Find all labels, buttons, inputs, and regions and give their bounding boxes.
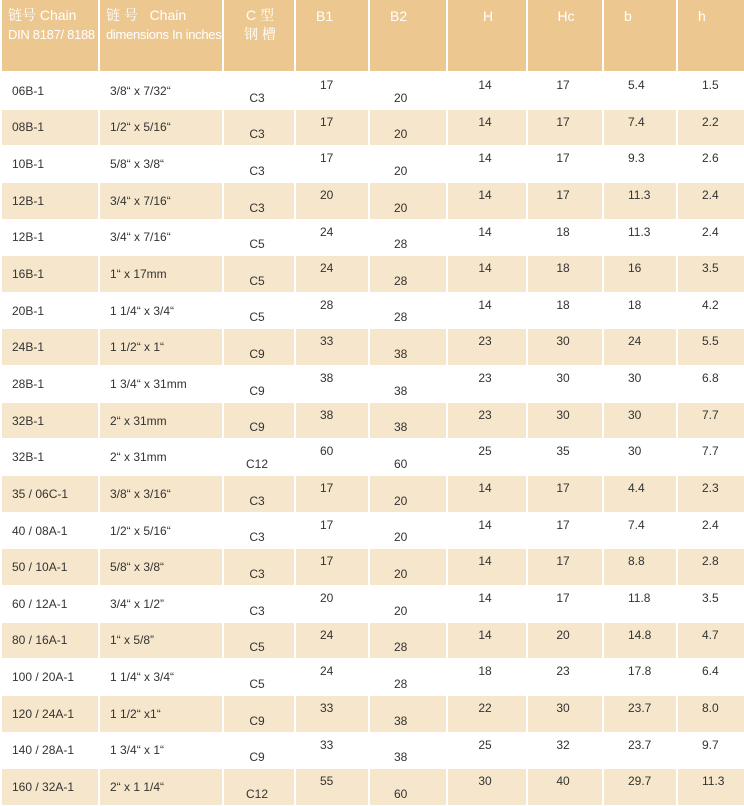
cell-b2: 60 — [370, 439, 446, 476]
cell-c-type: C12 — [224, 769, 294, 806]
cell-dimensions: 3/4“ x 1/2” — [100, 586, 222, 623]
table-row — [2, 586, 744, 623]
cell-h: 11.3 — [678, 769, 744, 806]
cell-b1: 38 — [296, 366, 368, 403]
cell-b1: 24 — [296, 623, 368, 660]
cell-hc: 17 — [528, 476, 602, 513]
cell-h: 3.5 — [678, 256, 744, 293]
table-row — [2, 146, 744, 183]
cell-b: 9.3 — [604, 146, 676, 183]
cell-h-cap: 23 — [448, 329, 526, 366]
cell-b2: 20 — [370, 183, 446, 220]
cell-b1: 33 — [296, 329, 368, 366]
cell-h-cap: 14 — [448, 623, 526, 660]
cell-dimensions: 1 1/2“ x1“ — [100, 696, 222, 733]
cell-b2: 38 — [370, 329, 446, 366]
header-hc — [528, 0, 602, 73]
cell-b: 18 — [604, 293, 676, 330]
cell-b: 23.7 — [604, 733, 676, 770]
table-row — [2, 73, 744, 110]
cell-h: 2.4 — [678, 183, 744, 220]
cell-h-cap: 14 — [448, 586, 526, 623]
cell-b2: 38 — [370, 733, 446, 770]
cell-c-type: C5 — [224, 659, 294, 696]
table-row — [2, 439, 744, 476]
cell-c-type: C9 — [224, 403, 294, 440]
cell-dimensions: 2“ x 1 1/4“ — [100, 769, 222, 806]
cell-dimensions: 1/2“ x 5/16“ — [100, 110, 222, 147]
cell-h: 2.8 — [678, 549, 744, 586]
cell-h: 2.3 — [678, 476, 744, 513]
cell-hc: 23 — [528, 659, 602, 696]
cell-hc: 18 — [528, 220, 602, 257]
cell-b: 24 — [604, 329, 676, 366]
cell-c-type: C9 — [224, 733, 294, 770]
cell-dimensions: 2“ x 31mm — [100, 403, 222, 440]
header-dim-cn: 链 号 — [106, 7, 138, 23]
cell-b: 5.4 — [604, 73, 676, 110]
cell-c-type: C5 — [224, 293, 294, 330]
cell-b2: 28 — [370, 659, 446, 696]
cell-h: 8.0 — [678, 696, 744, 733]
cell-h-cap: 18 — [448, 659, 526, 696]
header-b1 — [296, 0, 368, 73]
header-hc-label: Hc — [557, 8, 575, 24]
table-row — [2, 329, 744, 366]
cell-h-cap: 14 — [448, 549, 526, 586]
cell-b1: 28 — [296, 293, 368, 330]
header-b2-label: B2 — [390, 8, 408, 24]
cell-hc: 17 — [528, 549, 602, 586]
cell-hc: 40 — [528, 769, 602, 806]
cell-b1: 24 — [296, 659, 368, 696]
cell-h: 2.6 — [678, 146, 744, 183]
cell-c-type: C9 — [224, 696, 294, 733]
header-dimensions — [100, 0, 222, 73]
cell-hc: 17 — [528, 110, 602, 147]
header-b2 — [370, 0, 446, 73]
cell-b1: 17 — [296, 549, 368, 586]
cell-b2: 20 — [370, 110, 446, 147]
cell-h-cap: 14 — [448, 513, 526, 550]
header-chain-en: Chain — [39, 7, 77, 23]
table-body — [2, 73, 744, 806]
cell-h-cap: 14 — [448, 220, 526, 257]
table-row — [2, 293, 744, 330]
cell-chain: 120 / 24A-1 — [2, 696, 98, 733]
cell-h-cap: 14 — [448, 73, 526, 110]
cell-chain: 60 / 12A-1 — [2, 586, 98, 623]
cell-b2: 38 — [370, 696, 446, 733]
cell-b2: 28 — [370, 256, 446, 293]
cell-h: 7.7 — [678, 403, 744, 440]
cell-h: 5.5 — [678, 329, 744, 366]
table-row — [2, 696, 744, 733]
cell-c-type: C3 — [224, 549, 294, 586]
cell-chain: 35 / 06C-1 — [2, 476, 98, 513]
cell-c-type: C5 — [224, 256, 294, 293]
cell-c-type: C3 — [224, 513, 294, 550]
cell-c-type: C3 — [224, 73, 294, 110]
table-row — [2, 549, 744, 586]
cell-b1: 33 — [296, 696, 368, 733]
cell-dimensions: 1 1/4“ x 3/4“ — [100, 293, 222, 330]
cell-b1: 17 — [296, 146, 368, 183]
cell-hc: 30 — [528, 403, 602, 440]
cell-b1: 17 — [296, 513, 368, 550]
cell-b: 7.4 — [604, 513, 676, 550]
cell-dimensions: 1/2“ x 5/16“ — [100, 513, 222, 550]
cell-chain: 24B-1 — [2, 329, 98, 366]
cell-b1: 17 — [296, 73, 368, 110]
cell-h: 2.4 — [678, 513, 744, 550]
header-b1-label: B1 — [316, 8, 334, 24]
cell-b2: 28 — [370, 623, 446, 660]
header-h-label: h — [698, 8, 706, 24]
table-row — [2, 403, 744, 440]
table-row — [2, 110, 744, 147]
cell-chain: 100 / 20A-1 — [2, 659, 98, 696]
cell-c-type: C3 — [224, 183, 294, 220]
cell-hc: 30 — [528, 329, 602, 366]
cell-dimensions: 1“ x 5/8” — [100, 623, 222, 660]
cell-b2: 28 — [370, 293, 446, 330]
cell-c-type: C3 — [224, 146, 294, 183]
cell-b1: 55 — [296, 769, 368, 806]
cell-dimensions: 2“ x 31mm — [100, 439, 222, 476]
table-row — [2, 220, 744, 257]
table-row — [2, 183, 744, 220]
cell-h: 4.2 — [678, 293, 744, 330]
cell-chain: 08B-1 — [2, 110, 98, 147]
table-row — [2, 366, 744, 403]
cell-chain: 06B-1 — [2, 73, 98, 110]
cell-b: 11.3 — [604, 220, 676, 257]
cell-b: 30 — [604, 403, 676, 440]
header-b — [604, 0, 676, 73]
table-row — [2, 659, 744, 696]
header-row — [2, 0, 744, 73]
cell-dimensions: 1 3/4“ x 1“ — [100, 733, 222, 770]
cell-h: 2.2 — [678, 110, 744, 147]
header-h — [678, 0, 744, 73]
cell-h-cap: 30 — [448, 769, 526, 806]
cell-chain: 32B-1 — [2, 439, 98, 476]
table-row — [2, 256, 744, 293]
cell-c-type: C9 — [224, 329, 294, 366]
cell-dimensions: 3/4“ x 7/16“ — [100, 220, 222, 257]
cell-b: 17.8 — [604, 659, 676, 696]
cell-chain: 20B-1 — [2, 293, 98, 330]
header-chain-cn: 链号 — [8, 7, 36, 23]
cell-dimensions: 1 3/4“ x 31mm — [100, 366, 222, 403]
cell-b1: 17 — [296, 476, 368, 513]
cell-b2: 20 — [370, 549, 446, 586]
cell-b2: 20 — [370, 476, 446, 513]
cell-h-cap: 14 — [448, 293, 526, 330]
cell-b: 7.4 — [604, 110, 676, 147]
header-dim-sub: dimensions In inches — [106, 27, 222, 42]
cell-h: 6.4 — [678, 659, 744, 696]
header-b-label: b — [624, 8, 632, 24]
cell-h-cap: 25 — [448, 733, 526, 770]
cell-b: 8.8 — [604, 549, 676, 586]
header-h-cap-label: H — [482, 8, 494, 24]
cell-b2: 28 — [370, 220, 446, 257]
cell-b1: 24 — [296, 256, 368, 293]
cell-chain: 12B-1 — [2, 183, 98, 220]
cell-b1: 38 — [296, 403, 368, 440]
cell-h: 1.5 — [678, 73, 744, 110]
cell-h-cap: 14 — [448, 146, 526, 183]
table-row — [2, 623, 744, 660]
cell-b: 11.3 — [604, 183, 676, 220]
cell-b2: 60 — [370, 769, 446, 806]
cell-b1: 20 — [296, 586, 368, 623]
cell-h-cap: 23 — [448, 403, 526, 440]
cell-dimensions: 5/8“ x 3/8“ — [100, 549, 222, 586]
cell-dimensions: 1 1/2“ x 1“ — [100, 329, 222, 366]
cell-dimensions: 3/4“ x 7/16“ — [100, 183, 222, 220]
header-ctype-line1: C 型 — [246, 7, 274, 23]
cell-b1: 20 — [296, 183, 368, 220]
cell-dimensions: 3/8“ x 3/16“ — [100, 476, 222, 513]
cell-hc: 18 — [528, 293, 602, 330]
cell-b: 23.7 — [604, 696, 676, 733]
cell-b1: 24 — [296, 220, 368, 257]
cell-chain: 16B-1 — [2, 256, 98, 293]
cell-c-type: C3 — [224, 586, 294, 623]
cell-b: 29.7 — [604, 769, 676, 806]
cell-b1: 17 — [296, 110, 368, 147]
cell-c-type: C3 — [224, 110, 294, 147]
cell-chain: 50 / 10A-1 — [2, 549, 98, 586]
header-h-cap — [448, 0, 526, 73]
cell-hc: 17 — [528, 146, 602, 183]
cell-dimensions: 5/8“ x 3/8“ — [100, 146, 222, 183]
table-row — [2, 733, 744, 770]
table-row — [2, 513, 744, 550]
cell-hc: 35 — [528, 439, 602, 476]
cell-h-cap: 25 — [448, 439, 526, 476]
header-c-type — [224, 0, 294, 73]
cell-hc: 18 — [528, 256, 602, 293]
header-ctype-line2: 钢 槽 — [244, 26, 276, 42]
cell-b: 4.4 — [604, 476, 676, 513]
cell-b: 11.8 — [604, 586, 676, 623]
cell-hc: 30 — [528, 366, 602, 403]
cell-chain: 80 / 16A-1 — [2, 623, 98, 660]
cell-chain: 140 / 28A-1 — [2, 733, 98, 770]
cell-h: 7.7 — [678, 439, 744, 476]
cell-b1: 33 — [296, 733, 368, 770]
cell-c-type: C12 — [224, 439, 294, 476]
cell-hc: 17 — [528, 513, 602, 550]
cell-b1: 60 — [296, 439, 368, 476]
cell-h-cap: 22 — [448, 696, 526, 733]
cell-hc: 30 — [528, 696, 602, 733]
cell-dimensions: 1“ x 17mm — [100, 256, 222, 293]
cell-chain: 28B-1 — [2, 366, 98, 403]
cell-c-type: C3 — [224, 476, 294, 513]
cell-c-type: C5 — [224, 220, 294, 257]
cell-chain: 32B-1 — [2, 403, 98, 440]
table-row — [2, 476, 744, 513]
cell-h: 4.7 — [678, 623, 744, 660]
cell-h: 3.5 — [678, 586, 744, 623]
cell-hc: 17 — [528, 586, 602, 623]
cell-chain: 160 / 32A-1 — [2, 769, 98, 806]
header-dim-en: Chain — [149, 7, 187, 23]
cell-h-cap: 14 — [448, 110, 526, 147]
table-row — [2, 769, 744, 806]
cell-b: 30 — [604, 439, 676, 476]
cell-hc: 17 — [528, 73, 602, 110]
cell-b: 16 — [604, 256, 676, 293]
cell-b: 14.8 — [604, 623, 676, 660]
cell-c-type: C5 — [224, 623, 294, 660]
cell-hc: 32 — [528, 733, 602, 770]
cell-dimensions: 1 1/4“ x 3/4“ — [100, 659, 222, 696]
cell-h: 6.8 — [678, 366, 744, 403]
cell-hc: 17 — [528, 183, 602, 220]
cell-b2: 20 — [370, 73, 446, 110]
cell-h-cap: 23 — [448, 366, 526, 403]
cell-b2: 20 — [370, 586, 446, 623]
cell-h-cap: 14 — [448, 476, 526, 513]
cell-chain: 12B-1 — [2, 220, 98, 257]
cell-h: 9.7 — [678, 733, 744, 770]
cell-b2: 38 — [370, 403, 446, 440]
cell-h: 2.4 — [678, 220, 744, 257]
cell-b2: 20 — [370, 513, 446, 550]
cell-b: 30 — [604, 366, 676, 403]
cell-hc: 20 — [528, 623, 602, 660]
cell-b2: 38 — [370, 366, 446, 403]
cell-h-cap: 14 — [448, 256, 526, 293]
cell-c-type: C9 — [224, 366, 294, 403]
header-din: DIN 8187/ 8188 — [8, 27, 95, 42]
cell-chain: 10B-1 — [2, 146, 98, 183]
cell-dimensions: 3/8“ x 7/32“ — [100, 73, 222, 110]
cell-h-cap: 14 — [448, 183, 526, 220]
cell-b2: 20 — [370, 146, 446, 183]
header-chain-number — [2, 0, 98, 73]
cell-chain: 40 / 08A-1 — [2, 513, 98, 550]
